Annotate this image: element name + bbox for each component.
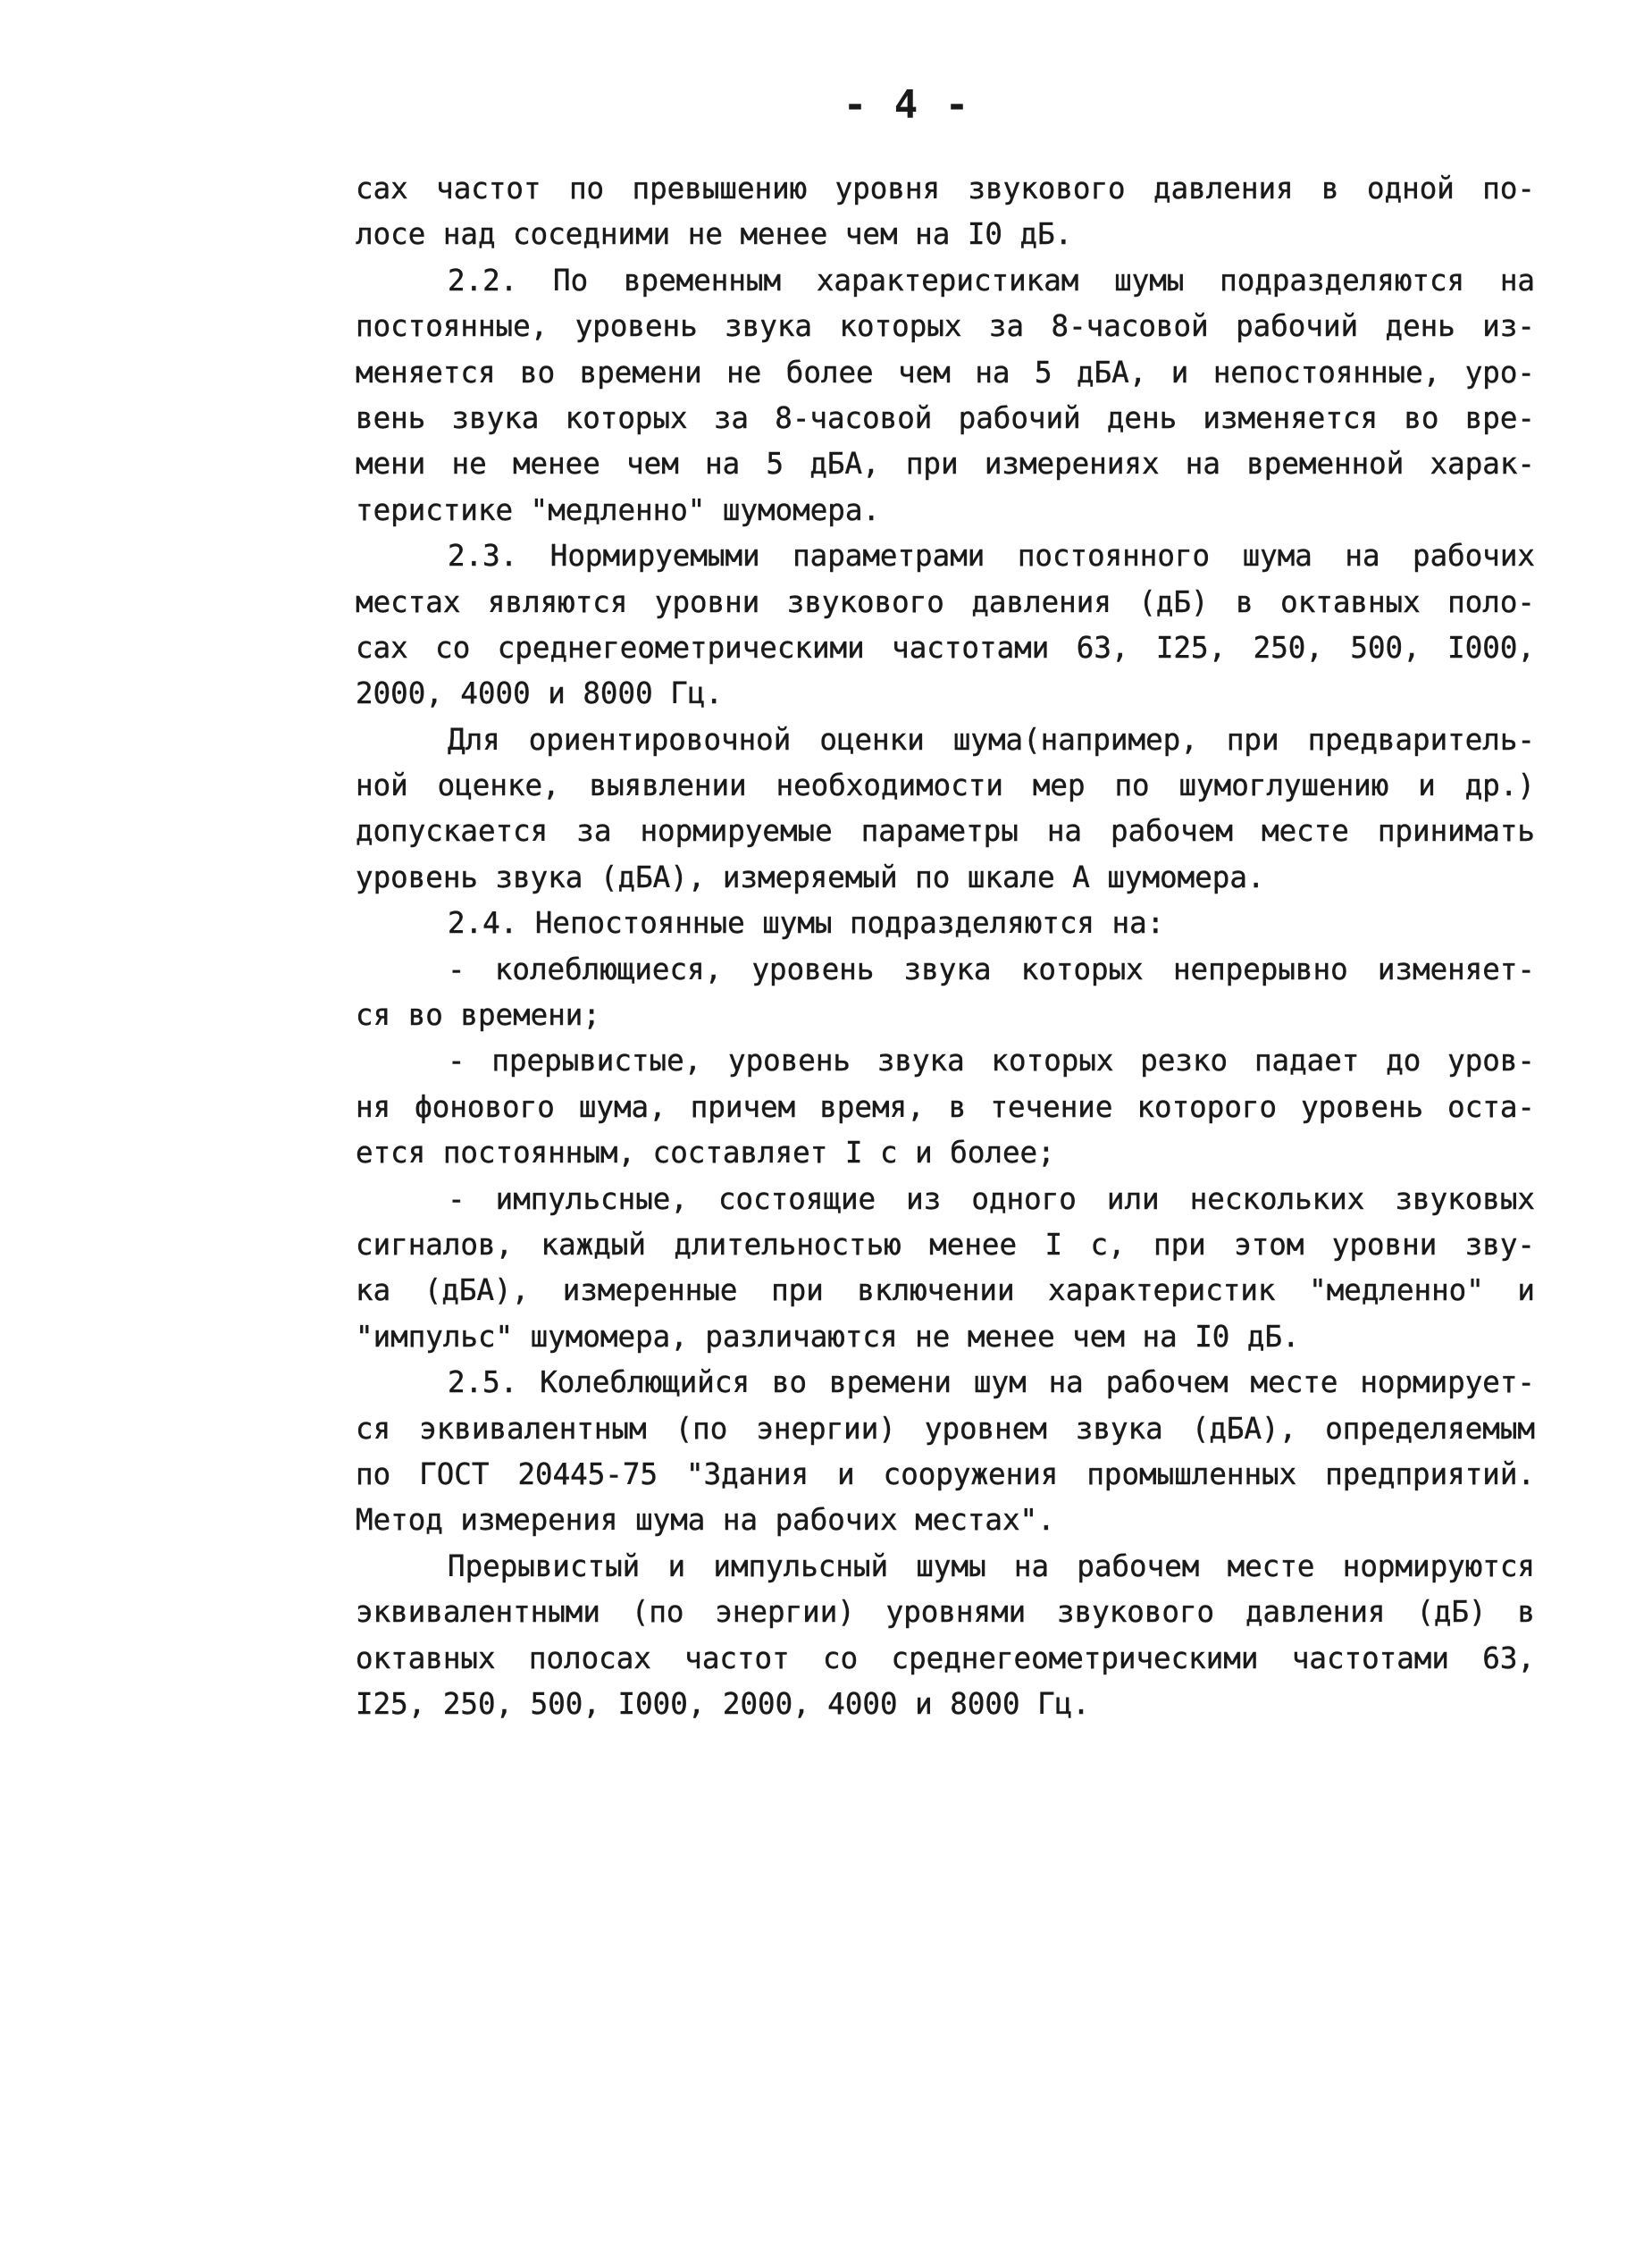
text-line: Для ориентировочной оценки шума(например, при предваритель- xyxy=(448,722,1535,757)
text-line: 2.5. Колеблющийся во времени шум на рабочем месте нормирует- xyxy=(448,1365,1535,1400)
text-line: 2.2. По временным характеристикам шумы подразделяются на xyxy=(448,263,1535,298)
text-line: Метод измерения шума на рабочих местах". xyxy=(356,1503,1055,1538)
text-line: ной оценке, выявлении необходимости мер по шумоглушению и др.) xyxy=(356,768,1535,803)
text-line: 2000, 4000 и 8000 Гц. xyxy=(356,676,723,711)
text-line: ся во времени; xyxy=(356,998,600,1033)
body-text xyxy=(356,166,1535,1727)
text-line: октавных полосах частот со среднегеометрическими частотами 63, xyxy=(356,1641,1535,1675)
text-line: сах частот по превышению уровня звукового давления в одной по- xyxy=(356,172,1535,206)
text-line: - колеблющиеся, уровень звука которых непрерывно изменяет- xyxy=(448,952,1535,986)
text-line: ся эквивалентным (по энергии) уровнем звука (дБА), определяемым xyxy=(356,1411,1535,1446)
text-line: сах со среднегеометрическими частотами 63, I25, 250, 500, I000, xyxy=(356,630,1535,665)
text-line: вень звука которых за 8-часовой рабочий день изменяется во вре- xyxy=(356,400,1535,435)
text-line: постоянные, уровень звука которых за 8-часовой рабочий день из- xyxy=(356,309,1535,344)
text-line: допускается за нормируемые параметры на рабочем месте принимать xyxy=(356,814,1535,849)
text-line: 2.3. Нормируемыми параметрами постоянного шума на рабочих xyxy=(448,539,1535,574)
text-line: ка (дБА), измеренные при включении характеристик "медленно" и xyxy=(356,1273,1535,1308)
text-line: меняется во времени не более чем на 5 дБА, и непостоянные, уро- xyxy=(356,355,1535,390)
text-line: теристике "медленно" шумомера. xyxy=(356,492,880,527)
text-line: "импульс" шумомера, различаются не менее чем на I0 дБ. xyxy=(356,1319,1300,1354)
text-line: Прерывистый и импульсный шумы на рабочем месте нормируются xyxy=(448,1548,1535,1583)
text-line: 2.4. Непостоянные шумы подразделяются на: xyxy=(448,906,1165,941)
text-line: - импульсные, состоящие из одного или нескольких звуковых xyxy=(448,1181,1535,1216)
text-line: сигналов, каждый длительностью менее I с, при этом уровни зву- xyxy=(356,1227,1535,1262)
text-line: мени не менее чем на 5 дБА, при измерениях на временной харак- xyxy=(356,447,1535,482)
text-line: по ГОСТ 20445-75 "Здания и сооружения промышленных предприятий. xyxy=(356,1456,1535,1491)
text-line: эквивалентными (по энергии) уровнями звукового давления (дБ) в xyxy=(356,1595,1535,1630)
text-line: I25, 250, 500, I000, 2000, 4000 и 8000 Гц. xyxy=(356,1686,1090,1721)
text-line: лосе над соседними не менее чем на I0 дБ. xyxy=(356,217,1073,252)
text-line: ня фонового шума, причем время, в течение которого уровень оста- xyxy=(356,1089,1535,1124)
page-number: - 4 - xyxy=(843,82,971,128)
text-line: уровень звука (дБА), измеряемый по шкале А шумомера. xyxy=(356,860,1265,894)
text-line: местах являются уровни звукового давления (дБ) в октавных поло- xyxy=(356,584,1535,619)
text-line: ется постоянным, составляет I с и более; xyxy=(356,1136,1055,1171)
text-line: - прерывистые, уровень звука которых резко падает до уров- xyxy=(448,1044,1535,1078)
